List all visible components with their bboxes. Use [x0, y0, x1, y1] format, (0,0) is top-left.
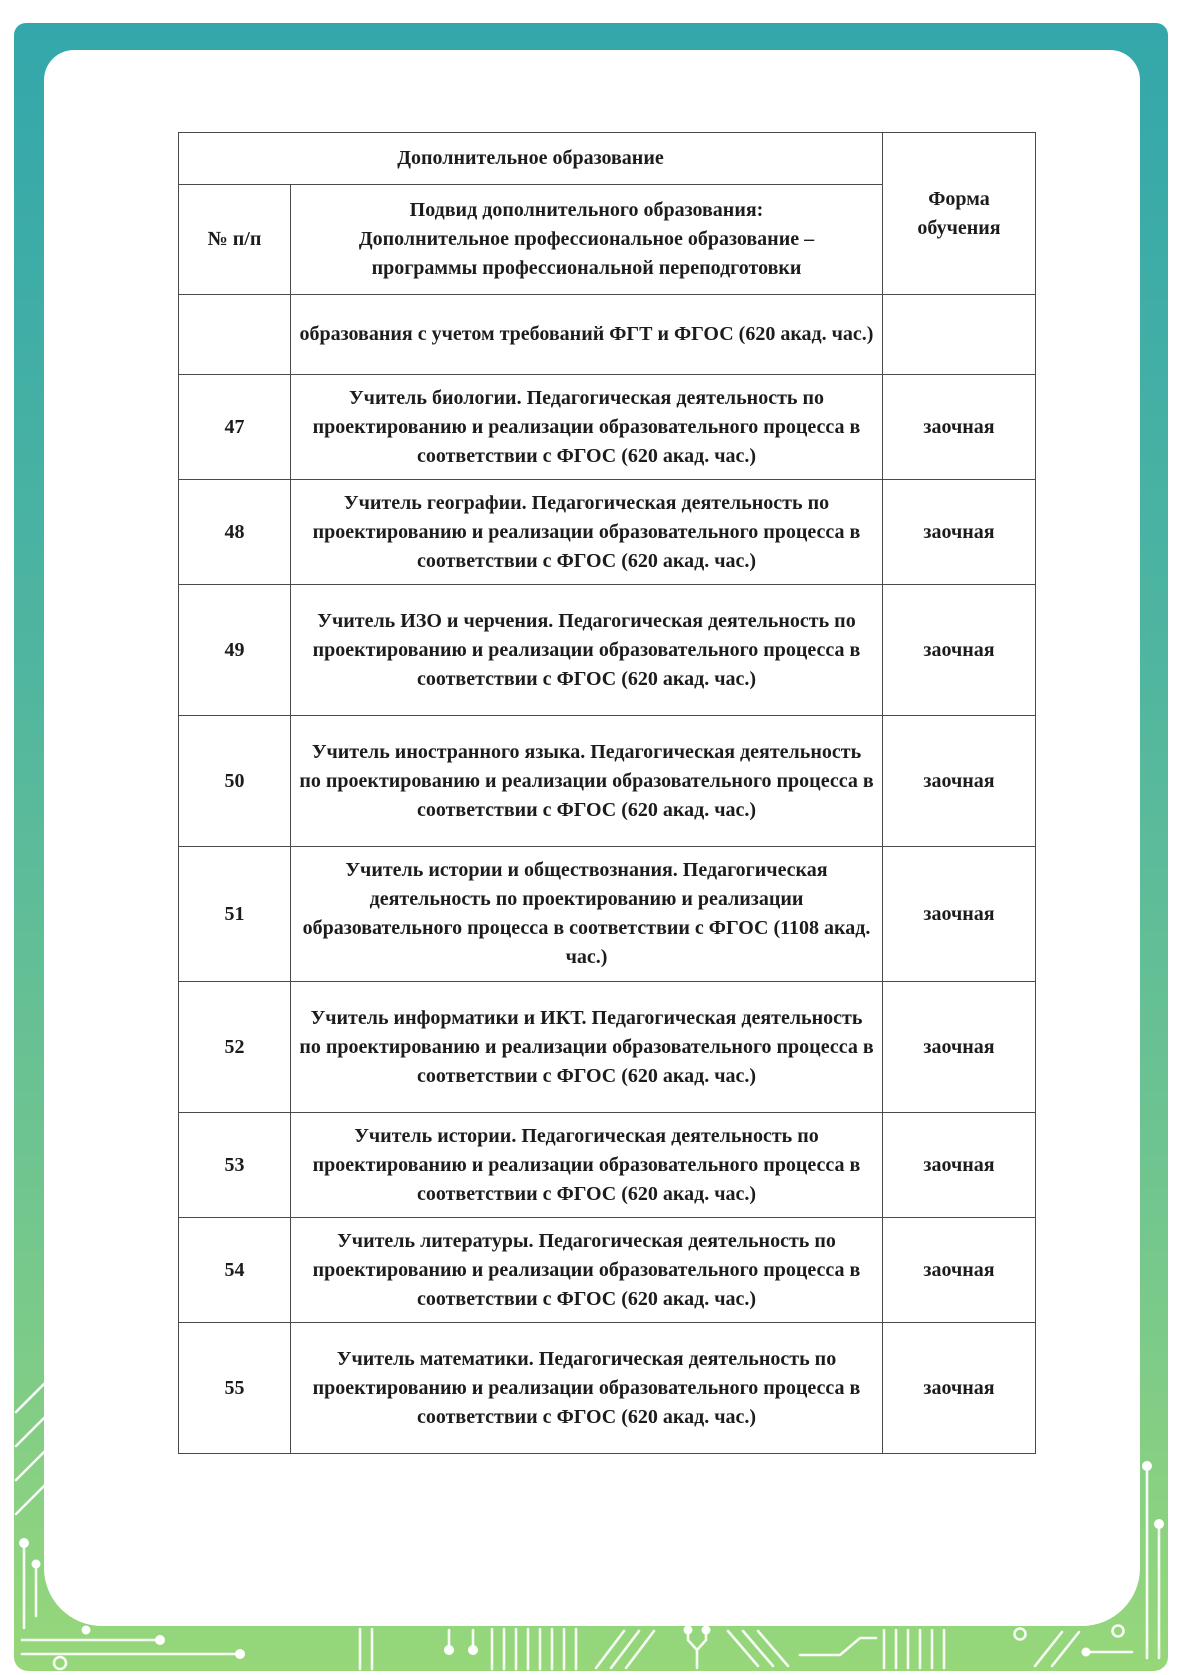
table-row: [179, 1323, 1036, 1454]
row-number-cell: [179, 295, 291, 375]
program-cell: образования с учетом требований ФГТ и ФГОС (620 акад. час.): [291, 295, 883, 375]
row-number-cell: 47: [179, 375, 291, 480]
program-cell: Учитель ИЗО и черчения. Педагогическая деятельность по проектированию и реализации образовательного процесса в соответствии с ФГОС (620 акад. час.): [291, 585, 883, 716]
row-number-cell: 53: [179, 1113, 291, 1218]
table-row: [179, 1218, 1036, 1323]
program-cell: Учитель географии. Педагогическая деятельность по проектированию и реализации образовательного процесса в соответствии с ФГОС (620 акад. час.): [291, 480, 883, 585]
program-header-line: программы профессиональной переподготовки: [371, 257, 802, 279]
table-sheet: [178, 132, 1036, 1454]
row-number-cell: 54: [179, 1218, 291, 1323]
programs-table: [178, 132, 1036, 1454]
study-form-cell: [883, 295, 1036, 375]
program-cell: Учитель истории. Педагогическая деятельность по проектированию и реализации образовательного процесса в соответствии с ФГОС (620 акад. час.): [291, 1113, 883, 1218]
row-number-cell: 51: [179, 847, 291, 982]
table-row: [179, 375, 1036, 480]
study-form-cell: заочная: [883, 1218, 1036, 1323]
row-number-cell: 55: [179, 1323, 291, 1454]
program-header-line: Дополнительное профессиональное образование –: [358, 228, 815, 250]
program-cell: Учитель информатики и ИКТ. Педагогическая деятельность по проектированию и реализации образовательного процесса в соответствии с ФГОС (620 акад. час.): [291, 982, 883, 1113]
study-form-cell: заочная: [883, 1113, 1036, 1218]
column-header-program: [291, 185, 883, 295]
study-form-cell: заочная: [883, 585, 1036, 716]
program-cell: Учитель истории и обществознания. Педагогическая деятельность по проектированию и реализации образовательного процесса в соответствии с ФГОС (1108 акад. час.): [291, 847, 883, 982]
table-row: [179, 480, 1036, 585]
table-row: [179, 982, 1036, 1113]
program-cell: Учитель литературы. Педагогическая деятельность по проектированию и реализации образовательного процесса в соответствии с ФГОС (620 акад. час.): [291, 1218, 883, 1323]
table-row: [179, 585, 1036, 716]
study-form-cell: заочная: [883, 716, 1036, 847]
table-row: [179, 847, 1036, 982]
study-form-cell: заочная: [883, 982, 1036, 1113]
program-cell: Учитель иностранного языка. Педагогическая деятельность по проектированию и реализации образовательного процесса в соответствии с ФГОС (620 акад. час.): [291, 716, 883, 847]
table-header-group-row: [179, 133, 1036, 185]
row-number-cell: 49: [179, 585, 291, 716]
table-row: [179, 1113, 1036, 1218]
program-cell: Учитель математики. Педагогическая деятельность по проектированию и реализации образовательного процесса в соответствии с ФГОС (620 акад. час.): [291, 1323, 883, 1454]
program-header-line: Подвид дополнительного образования:: [409, 199, 764, 221]
group-header-cell: Дополнительное образование: [179, 133, 883, 185]
column-header-form: Форма обучения: [883, 133, 1036, 295]
study-form-cell: заочная: [883, 847, 1036, 982]
table-row: [179, 716, 1036, 847]
study-form-cell: заочная: [883, 1323, 1036, 1454]
study-form-cell: заочная: [883, 480, 1036, 585]
table-row: [179, 295, 1036, 375]
row-number-cell: 48: [179, 480, 291, 585]
study-form-cell: заочная: [883, 375, 1036, 480]
row-number-cell: 50: [179, 716, 291, 847]
column-header-num: № п/п: [179, 185, 291, 295]
row-number-cell: 52: [179, 982, 291, 1113]
program-cell: Учитель биологии. Педагогическая деятельность по проектированию и реализации образовательного процесса в соответствии с ФГОС (620 акад. час.): [291, 375, 883, 480]
